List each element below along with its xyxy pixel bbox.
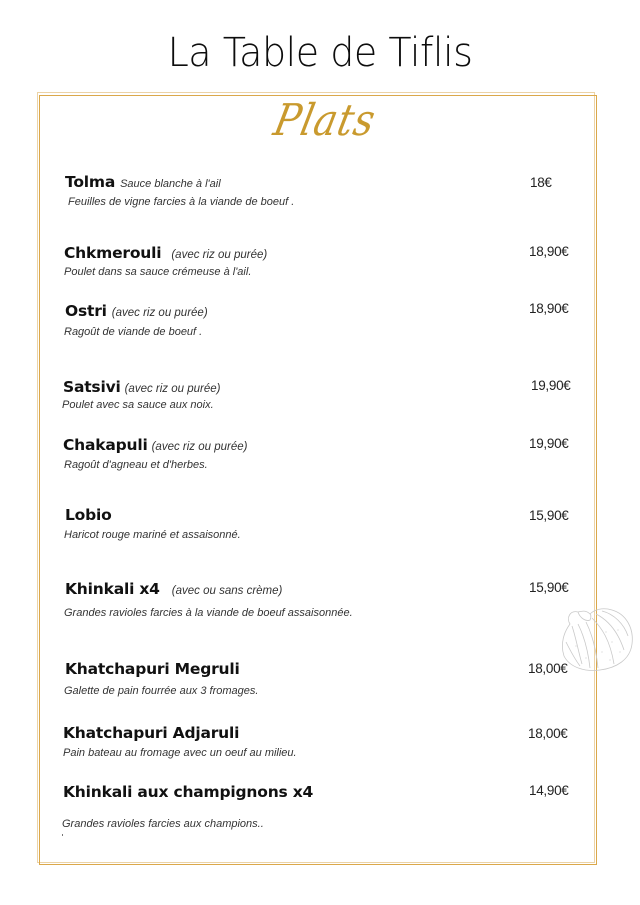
item-description: Grandes ravioles farcies aux champions.. bbox=[62, 818, 264, 830]
section-title: Plats bbox=[269, 94, 381, 146]
item-price: 18,90€ bbox=[529, 301, 569, 316]
item-price: 18€ bbox=[530, 175, 552, 190]
item-description: Ragoût d'agneau et d'herbes. bbox=[64, 459, 208, 471]
item-name: Chkmerouli bbox=[64, 244, 162, 262]
item-note: (avec riz ou purée) bbox=[124, 383, 221, 395]
item-description: Feuilles de vigne farcies à la viande de boeuf . bbox=[68, 196, 295, 208]
item-name: Chakapuli bbox=[63, 436, 148, 454]
item-note: (avec riz ou purée) bbox=[171, 249, 268, 261]
item-description: Poulet dans sa sauce crémeuse à l'ail. bbox=[64, 266, 252, 278]
menu-item-khatchapuri-adjaruli bbox=[63, 723, 239, 742]
menu-item-chkmerouli bbox=[64, 243, 267, 262]
menu-item-chakapuli bbox=[63, 435, 247, 454]
item-description: Galette de pain fourrée aux 3 fromages. bbox=[64, 685, 259, 697]
menu-item-tolma bbox=[65, 172, 221, 191]
item-name: Lobio bbox=[65, 506, 112, 524]
item-price: 18,90€ bbox=[529, 244, 569, 259]
item-description: Haricot rouge mariné et assaisonné. bbox=[64, 529, 241, 541]
item-description: Pain bateau au fromage avec un oeuf au milieu. bbox=[63, 747, 297, 759]
item-name: Khatchapuri Adjaruli bbox=[63, 724, 240, 742]
item-note: (avec riz ou purée) bbox=[111, 307, 208, 319]
stray-mark bbox=[62, 834, 63, 836]
menu-item-lobio bbox=[65, 505, 112, 524]
item-description: Poulet avec sa sauce aux noix. bbox=[62, 399, 214, 411]
item-name: Tolma bbox=[65, 173, 116, 191]
item-description: Grandes ravioles farcies à la viande de boeuf assaisonnée. bbox=[64, 607, 353, 619]
item-name: Ostri bbox=[65, 302, 107, 320]
item-price: 19,90€ bbox=[529, 436, 569, 451]
item-description: Ragoût de viande de boeuf . bbox=[64, 326, 203, 338]
item-name: Satsivi bbox=[63, 378, 121, 396]
khinkali-dumpling-icon bbox=[556, 602, 636, 674]
item-price: 14,90€ bbox=[529, 783, 569, 798]
menu-item-khinkali bbox=[65, 579, 282, 598]
menu-item-khinkali-champignons bbox=[63, 782, 313, 801]
menu-item-satsivi bbox=[63, 377, 220, 396]
item-price: 18,00€ bbox=[528, 726, 568, 741]
item-note: Sauce blanche à l'ail bbox=[120, 178, 221, 190]
item-price: 15,90€ bbox=[529, 508, 569, 523]
menu-item-ostri bbox=[65, 301, 208, 320]
item-price: 18,00€ bbox=[528, 661, 568, 676]
item-name: Khatchapuri Megruli bbox=[65, 660, 240, 678]
item-price: 15,90€ bbox=[529, 580, 569, 595]
item-note: (avec ou sans crème) bbox=[171, 585, 283, 597]
menu-item-khatchapuri-megruli bbox=[65, 659, 240, 678]
item-name: Khinkali aux champignons x4 bbox=[63, 783, 314, 801]
item-note: (avec riz ou purée) bbox=[151, 441, 248, 453]
item-name: Khinkali x4 bbox=[65, 580, 160, 598]
item-price: 19,90€ bbox=[531, 378, 571, 393]
restaurant-title: La Table de Tiflis bbox=[167, 30, 473, 76]
